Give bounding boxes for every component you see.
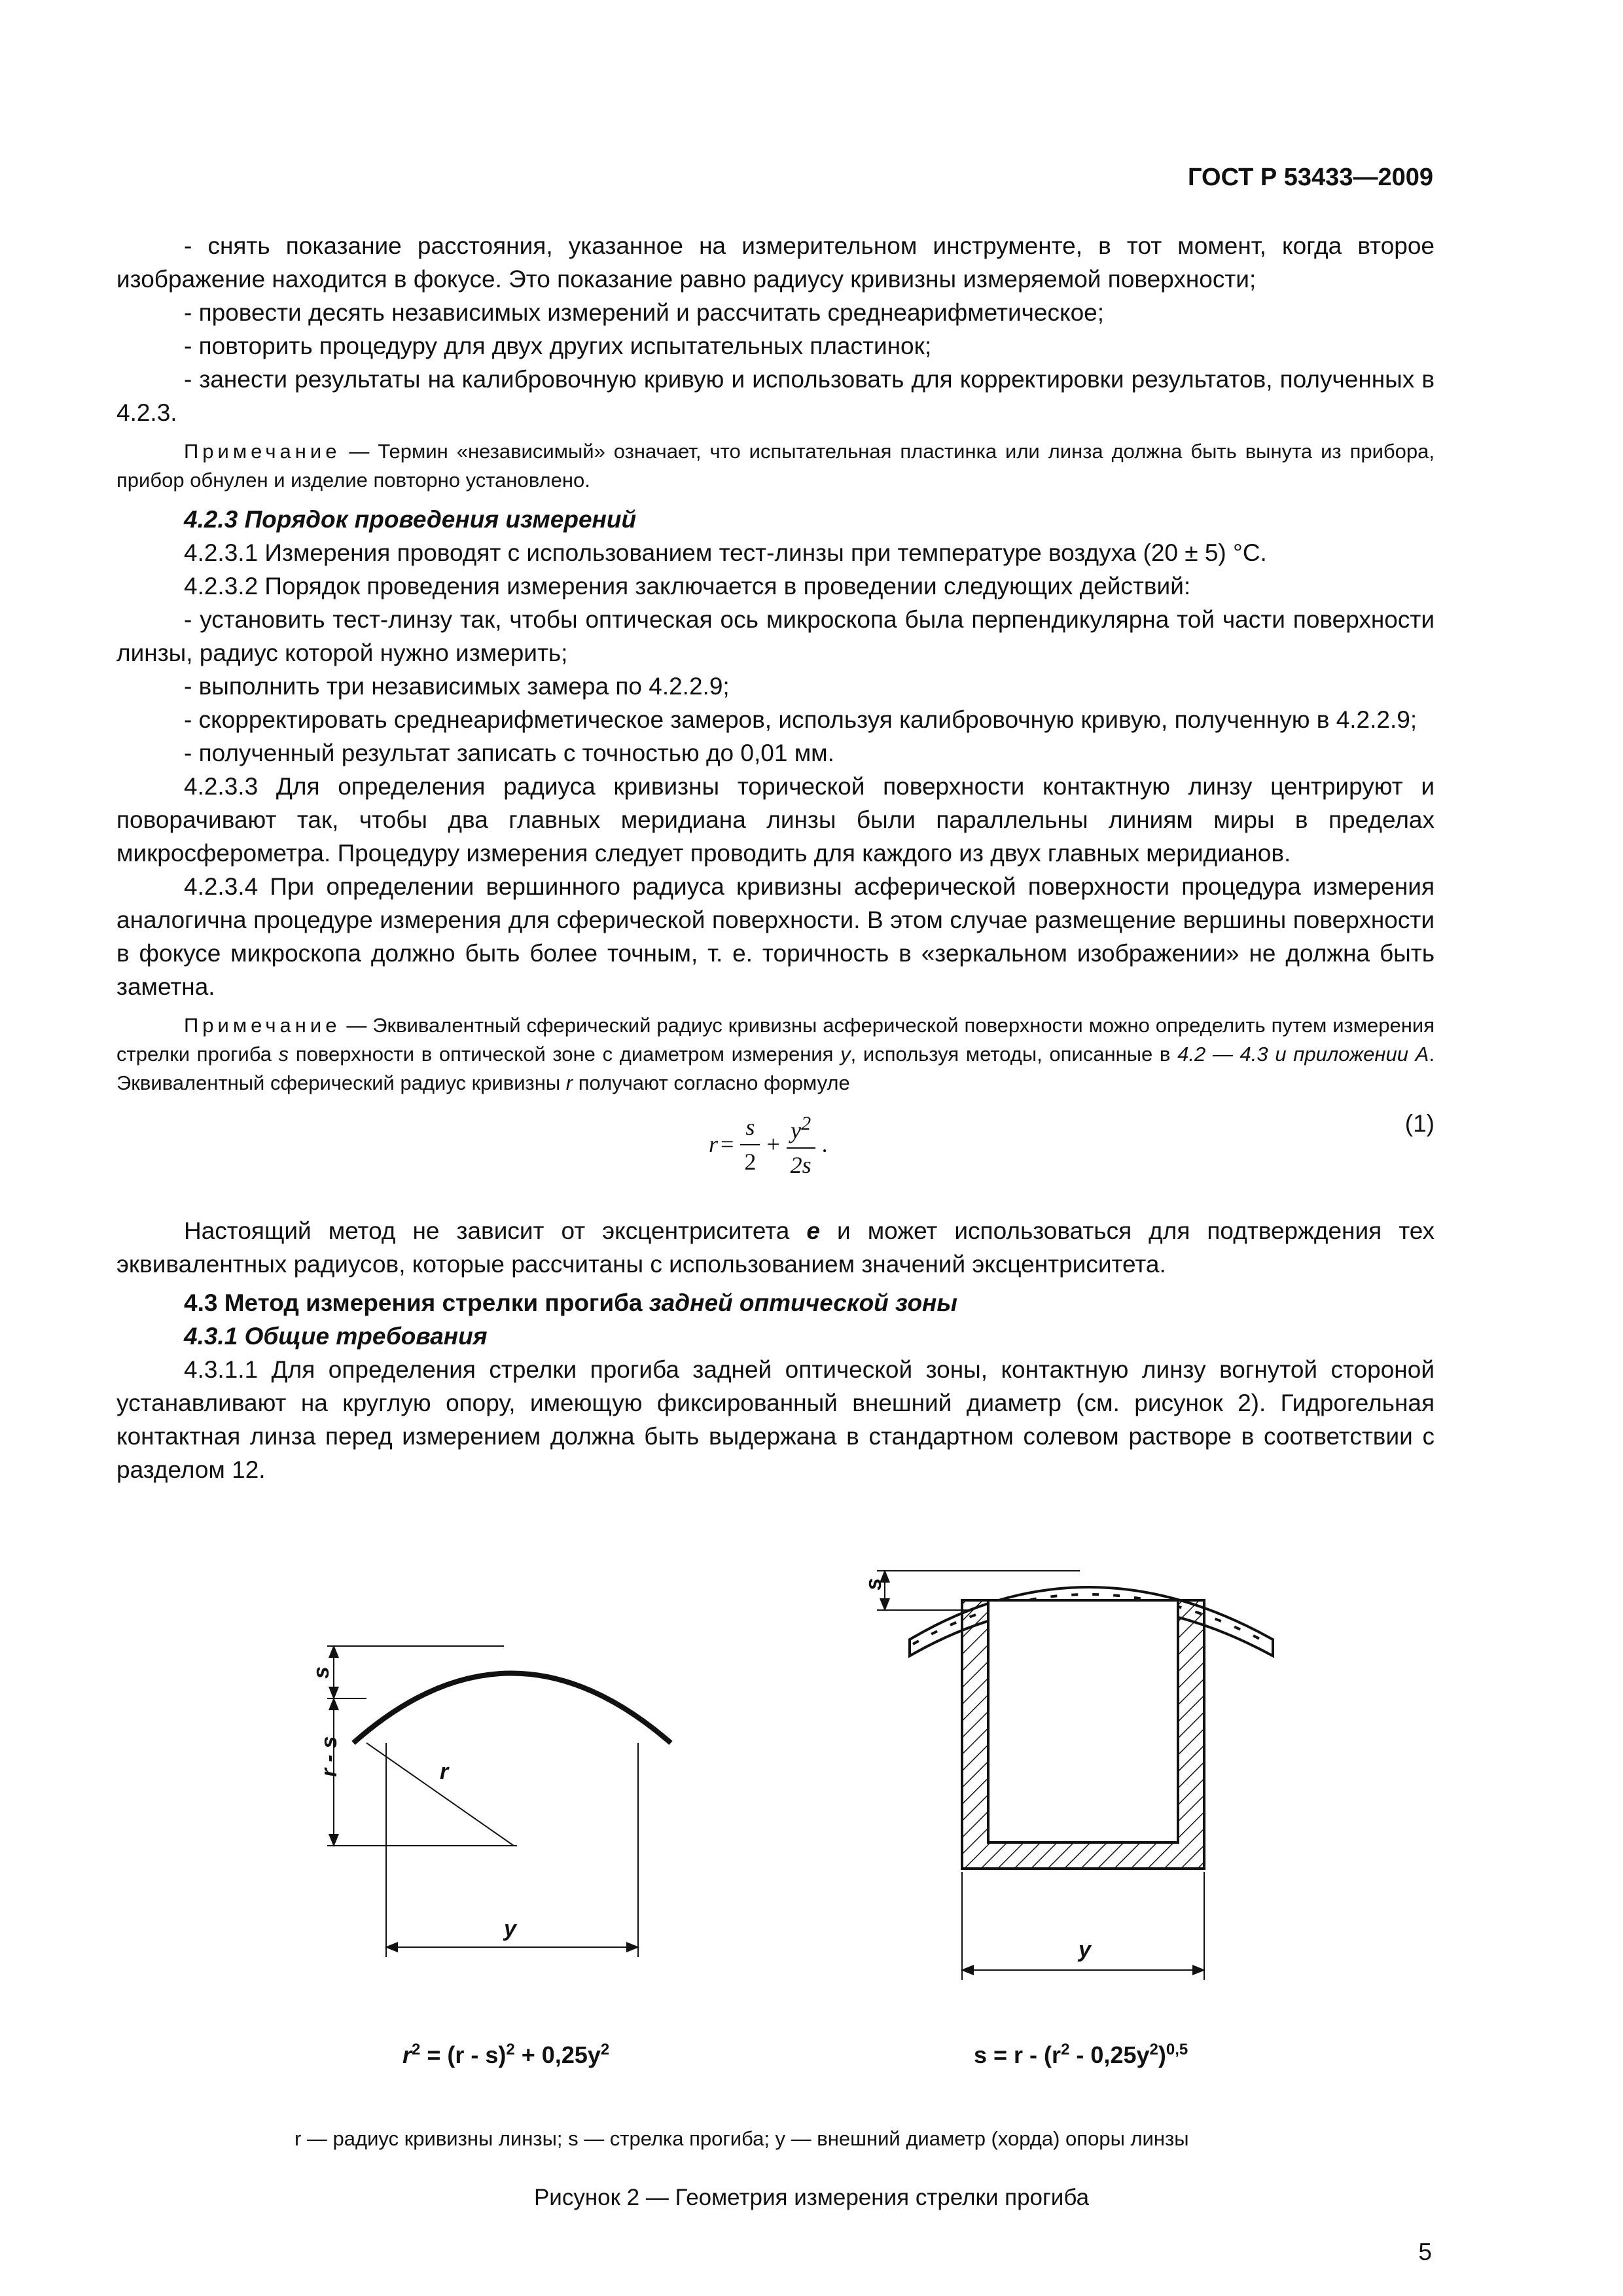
section-heading-4-3: 4.3 Метод измерения стрелки прогиба задней оптической зоны (184, 1289, 957, 1316)
section-heading-4-2-3: 4.2.3 Порядок проведения измерений (184, 506, 637, 533)
lens-on-support (910, 1587, 1273, 1656)
formula-right: $s = r - (r^2 - 0,25y^2)^{0,5}$ (974, 2041, 1188, 2068)
main-text (116, 229, 1435, 1486)
para-4-2-3-2: 4.2.3.2 Порядок проведения измерения заключается в проведении следующих действий: (184, 573, 1191, 600)
left-geometry-diagram (327, 1646, 671, 1957)
para-4-3-1-1: 4.3.1.1 Для определения стрелки прогиба задней оптической зоны, контактную линзу вогнутой стороной устанавливают на круглую опору, имеющую фиксированный внешний диаметр (см. рисунок 2). Гидрогельная контактная линза перед измерением должна быть выдержана в стандартном солевом растворе в соответствии с разделом 12. (116, 1356, 1435, 1483)
radius-line (366, 1743, 514, 1846)
equation-number: (1) (1404, 1110, 1435, 1137)
bullet-ten-measurements: - провести десять независимых измерений и рассчитать среднеарифметическое; (184, 299, 1105, 326)
note-text: — Термин «независимый» означает, что испытательная пластинка или линза должна быть вынута из прибора, прибор обнулен и изделие повторно установлено. (116, 440, 1435, 492)
label-y-left: y (504, 1916, 516, 1941)
bullet-correct-average: - скорректировать среднеарифметическое замеров, используя калибровочную кривую, полученную в 4.2.2.9; (184, 706, 1418, 733)
formula-1 (116, 1107, 1435, 1191)
note-independent (116, 437, 1435, 495)
formula-left: $r^2 = (r - s)^2 + 0,25y^2$ (402, 2041, 610, 2068)
right-support-diagram (877, 1571, 1273, 1980)
figure-title: Рисунок 2 — Геометрия измерения стрелки прогиба (533, 2185, 1090, 2210)
bullet-repeat-procedure: - повторить процедуру для двух других испытательных пластинок; (184, 332, 932, 359)
bullet-record-result: - полученный результат записать с точностью до 0,01 мм. (184, 740, 834, 766)
para-method-independent: Настоящий метод не зависит от эксцентриситета e и может использоваться для подтверждения тех эквивалентных радиусов, которые рассчитаны с использованием значений эксцентриситета. (116, 1217, 1435, 1278)
figure-legend: r — радиус кривизны линзы; s — стрелка прогиба; y — внешний диаметр (хорда) опоры линзы (294, 2127, 1189, 2150)
label-r-minus-s: r - s (317, 1736, 342, 1777)
label-s-right: s (861, 1578, 886, 1590)
support-body (962, 1600, 1204, 1869)
support-cavity (988, 1600, 1178, 1842)
bullet-install-lens: - установить тест-линзу так, чтобы оптическая ось микроскопа была перпендикулярна той части поверхности линзы, радиус которой нужно измерить; (116, 606, 1435, 666)
para-4-2-3-1: 4.2.3.1 Измерения проводят с использованием тест-линзы при температуре воздуха (20 ± 5) °С. (184, 539, 1267, 566)
note-equivalent-radius: Примечание — Эквивалентный сферический радиус кривизны асферической поверхности можно определить путем измерения стрелки прогиба s поверхности в оптической зоне с диаметром измерения y, используя методы, описанные в 4.2 — 4.3 и приложении А. Эквивалентный сферический радиус кривизны r получают согласно формуле (116, 1014, 1435, 1094)
label-r: r (440, 1759, 449, 1784)
page-number: 5 (1418, 2238, 1432, 2265)
formula-expression: r = $\frac{s}{2}$ + $\frac{y^2}{2s}$ . (709, 1107, 830, 1182)
note-label: Примечание (184, 440, 341, 463)
document-id-header: ГОСТ Р 53433—2009 (1188, 164, 1433, 191)
note-label: Примечание (184, 1014, 341, 1037)
label-y-right: y (1079, 1937, 1091, 1962)
para-4-2-3-3: 4.2.3.3 Для определения радиуса кривизны торической поверхности контактную линзу центрируют и поворачивают так, чтобы два главных меридиана линзы были параллельны линиям миры в пределах микросферометра. Процедуру измерения следует проводить для каждого из двух главных меридианов. (116, 773, 1435, 867)
section-heading-4-3-1: 4.3.1 Общие требования (184, 1323, 488, 1350)
bullet-three-measurements: - выполнить три независимых замера по 4.2.2.9; (184, 673, 730, 700)
para-4-2-3-4: 4.2.3.4 При определении вершинного радиуса кривизны асферической поверхности процедура измерения аналогична процедуре измерения для сферической поверхности. В этом случае размещение вершины поверхности в фокусе микроскопа должно быть более точным, т. е. торичность в «зеркальном изображении» не должна быть заметна. (116, 873, 1435, 1000)
bullet-calibration-curve: - занести результаты на калибровочную кривую и использовать для корректировки результатов, полученных в 4.2.3. (116, 366, 1435, 426)
bullet-read-distance: - снять показание расстояния, указанное на измерительном инструменте, в тот момент, когда второе изображение находится в фокусе. Это показание равно радиусу кривизны измеряемой поверхности; (116, 232, 1435, 293)
label-s-left: s (309, 1666, 334, 1679)
lens-arc (353, 1674, 671, 1744)
